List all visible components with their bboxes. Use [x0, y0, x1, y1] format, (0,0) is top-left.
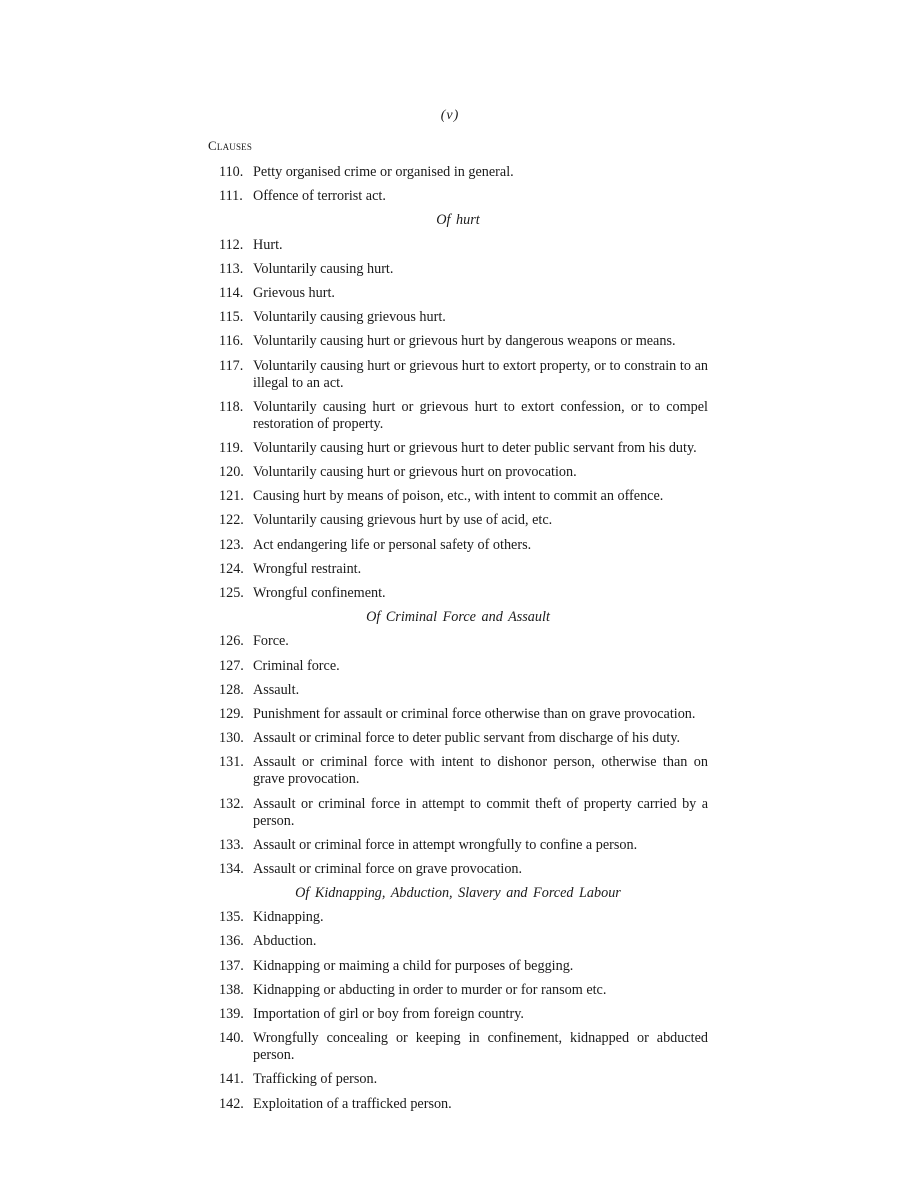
clause-title: Trafficking of person.: [253, 1071, 378, 1088]
clause-number: 110.: [219, 164, 244, 180]
clause-entry: [208, 982, 708, 999]
clause-entry: [208, 796, 708, 830]
clause-entry: [208, 1030, 708, 1064]
clause-number: 119.: [219, 439, 244, 456]
clause-title: Grievous hurt.: [253, 284, 335, 301]
clause-title: Wrongful confinement.: [253, 585, 386, 601]
clause-entry: [208, 358, 708, 392]
clause-list: [208, 164, 708, 1120]
clause-number-cell: [208, 796, 253, 830]
clause-entry: [208, 1071, 708, 1088]
clause-number-cell: [208, 1096, 253, 1113]
clause-entry: [208, 958, 708, 975]
clause-title: Voluntarily causing hurt or grievous hurt to extort property, or to constrain to an illegal to an act.: [253, 357, 708, 391]
clause-number-cell: [208, 488, 253, 505]
clause-number: 124.: [219, 560, 244, 577]
clause-title: Causing hurt by means of poison, etc., with intent to commit an offence.: [253, 488, 664, 505]
clause-entry: [208, 1096, 708, 1113]
clause-entry: [208, 537, 708, 554]
clause-number: 133.: [219, 836, 244, 853]
clause-number: 111.: [219, 188, 243, 205]
clause-number-cell: [208, 585, 253, 602]
clause-entry: [208, 333, 708, 350]
clause-entry: [208, 633, 708, 650]
clause-number-cell: [208, 1006, 253, 1023]
clause-number: 120.: [219, 464, 244, 481]
clause-number: 121.: [219, 488, 244, 505]
clause-number-cell: [208, 958, 253, 975]
clause-number: 134.: [219, 860, 244, 877]
section-heading: Of hurt: [436, 212, 480, 229]
clause-number-cell: [208, 512, 253, 529]
clause-entry: [208, 682, 708, 699]
clause-number: 122.: [219, 512, 244, 529]
clause-title: Voluntarily causing hurt or grievous hurt on provocation.: [253, 464, 577, 481]
clause-number-cell: [208, 358, 253, 392]
clause-title: Act endangering life or personal safety of others.: [253, 536, 532, 553]
clause-number: 132.: [219, 795, 244, 812]
clause-title: Wrongful restraint.: [253, 560, 362, 577]
clause-number: 125.: [219, 585, 244, 601]
clause-number-cell: [208, 1030, 253, 1064]
clause-title: Abduction.: [253, 933, 317, 950]
clause-number: 117.: [219, 357, 244, 374]
clause-title: Assault.: [253, 681, 300, 698]
clause-entry: [208, 440, 708, 457]
clause-number-cell: [208, 309, 253, 326]
clause-number: 118.: [219, 398, 244, 415]
clause-number: 135.: [219, 909, 244, 926]
clause-title: Assault or criminal force with intent to dishonor person, otherwise than on grave provocation.: [253, 754, 708, 788]
clause-title: Assault or criminal force in attempt wrongfully to confine a person.: [253, 836, 638, 853]
clause-number-cell: [208, 633, 253, 650]
clause-number-cell: [208, 837, 253, 854]
clause-number-cell: [208, 730, 253, 747]
clause-number-cell: [208, 933, 253, 950]
clause-number-cell: [208, 982, 253, 999]
clause-title: Voluntarily causing hurt or grievous hurt to deter public servant from his duty.: [253, 439, 697, 456]
clause-number: 129.: [219, 705, 244, 722]
clause-number-cell: [208, 658, 253, 675]
clause-title: Voluntarily causing grievous hurt.: [253, 309, 446, 326]
clause-title: Force.: [253, 633, 289, 650]
clause-entry: [208, 837, 708, 854]
clause-entry: [208, 399, 708, 433]
clause-entry: [208, 861, 708, 878]
clause-number-cell: [208, 537, 253, 554]
clause-entry: [208, 706, 708, 723]
clause-entry: [208, 730, 708, 747]
clause-number: 142.: [219, 1095, 244, 1112]
clause-number-cell: [208, 861, 253, 878]
clause-title: Wrongfully concealing or keeping in confinement, kidnapped or abducted person.: [253, 1030, 708, 1064]
clause-entry: [208, 585, 708, 602]
clause-number-cell: [208, 682, 253, 699]
clause-number-cell: [208, 706, 253, 723]
clause-entry: [208, 188, 708, 205]
clause-entry: [208, 754, 708, 788]
clause-number: 112.: [219, 236, 244, 253]
page-number: (v): [440, 108, 460, 123]
clause-entry: [208, 512, 708, 529]
clause-entry: [208, 237, 708, 254]
section-heading: Of Criminal Force and Assault: [366, 609, 550, 626]
clause-title: Exploitation of a trafficked person.: [253, 1095, 452, 1112]
clause-title: Voluntarily causing hurt.: [253, 260, 394, 277]
clause-entry: [208, 488, 708, 505]
clause-title: Kidnapping.: [253, 909, 324, 926]
clause-number-cell: [208, 440, 253, 457]
clause-title: Petty organised crime or organised in general.: [253, 164, 514, 180]
clause-number-cell: [208, 188, 253, 205]
clause-number: 113.: [219, 260, 244, 277]
section-heading: Of Kidnapping, Abduction, Slavery and Forced Labour: [295, 885, 621, 902]
clause-number-cell: [208, 261, 253, 278]
clause-entry: [208, 561, 708, 578]
clause-title: Voluntarily causing grievous hurt by use of acid, etc.: [253, 512, 553, 529]
clause-number-cell: [208, 754, 253, 788]
clause-entry: [208, 933, 708, 950]
clause-number-cell: [208, 561, 253, 578]
clause-number: 115.: [219, 309, 244, 326]
clause-entry: [208, 261, 708, 278]
clause-title: Criminal force.: [253, 657, 340, 674]
clause-number-cell: [208, 333, 253, 350]
clause-number: 127.: [219, 657, 244, 674]
clause-number: 141.: [219, 1071, 244, 1088]
clause-number-cell: [208, 1071, 253, 1088]
clause-number-cell: [208, 164, 253, 181]
clause-title: Assault or criminal force in attempt to commit theft of property carried by a person.: [253, 795, 708, 829]
clause-number-cell: [208, 399, 253, 433]
clause-number: 130.: [219, 730, 244, 747]
clause-number-cell: [208, 237, 253, 254]
clause-entry: [208, 909, 708, 926]
clause-title: Kidnapping or abducting in order to murder or for ransom etc.: [253, 981, 607, 998]
clause-title: Voluntarily causing hurt or grievous hurt by dangerous weapons or means.: [253, 333, 676, 350]
clause-number: 126.: [219, 633, 244, 650]
clause-number: 116.: [219, 333, 244, 350]
clause-title: Assault or criminal force on grave provocation.: [253, 860, 523, 877]
clause-number: 131.: [219, 754, 244, 771]
clause-number-cell: [208, 285, 253, 302]
clause-number: 137.: [219, 957, 244, 974]
clause-title: Importation of girl or boy from foreign country.: [253, 1006, 524, 1022]
clause-number-cell: [208, 909, 253, 926]
clause-entry: [208, 658, 708, 675]
clause-number: 139.: [219, 1006, 244, 1022]
clause-title: Kidnapping or maiming a child for purposes of begging.: [253, 957, 574, 974]
clause-title: Offence of terrorist act.: [253, 188, 386, 205]
clauses-label: Clauses: [208, 138, 253, 153]
clause-entry: [208, 1006, 708, 1023]
clause-title: Voluntarily causing hurt or grievous hurt to extort confession, or to compel restoration of property.: [253, 398, 708, 432]
clause-entry: [208, 309, 708, 326]
clause-entry: [208, 164, 708, 181]
clause-number: 138.: [219, 981, 244, 998]
clause-title: Punishment for assault or criminal force otherwise than on grave provocation.: [253, 705, 696, 722]
clause-title: Hurt.: [253, 236, 283, 253]
clause-number: 123.: [219, 536, 244, 553]
clause-number: 128.: [219, 681, 244, 698]
clause-entry: [208, 285, 708, 302]
clause-title: Assault or criminal force to deter public servant from discharge of his duty.: [253, 730, 681, 747]
clause-number: 114.: [219, 284, 244, 301]
clause-number: 136.: [219, 933, 244, 950]
clause-entry: [208, 464, 708, 481]
clause-number-cell: [208, 464, 253, 481]
clause-number: 140.: [219, 1030, 244, 1047]
